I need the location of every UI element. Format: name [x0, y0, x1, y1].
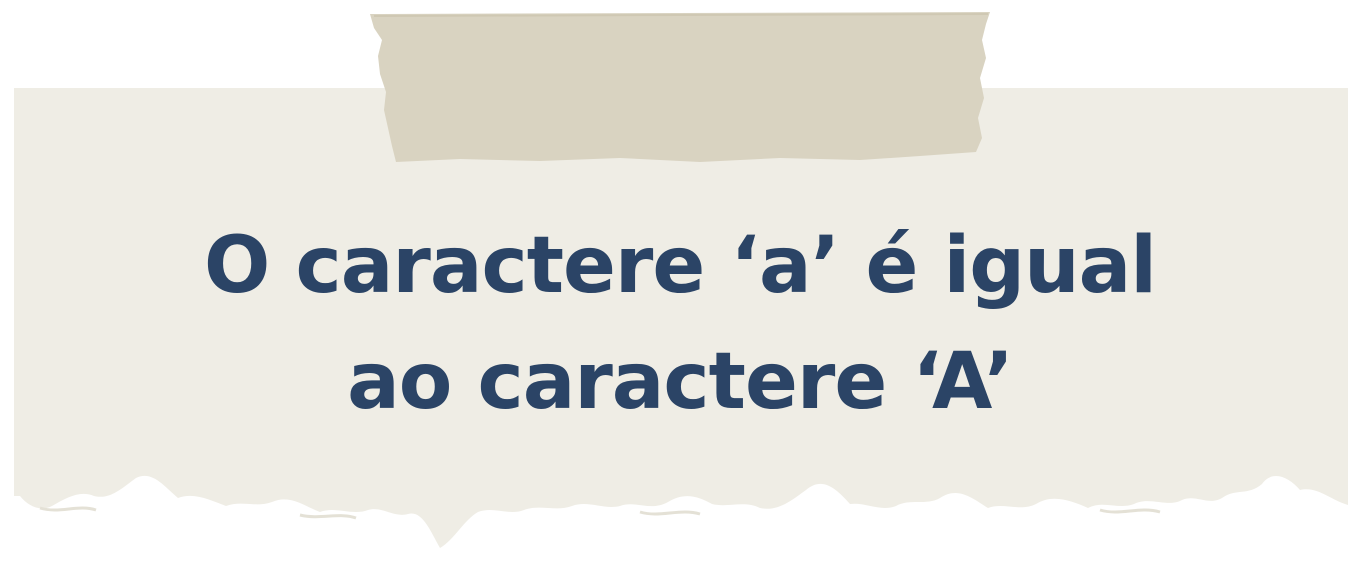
headline-line-2: ao caractere ‘A’ [347, 337, 1013, 427]
headline [60, 208, 1300, 440]
headline-line-1: O caractere ‘a’ é igual [204, 221, 1156, 311]
tape-strip [370, 12, 990, 162]
